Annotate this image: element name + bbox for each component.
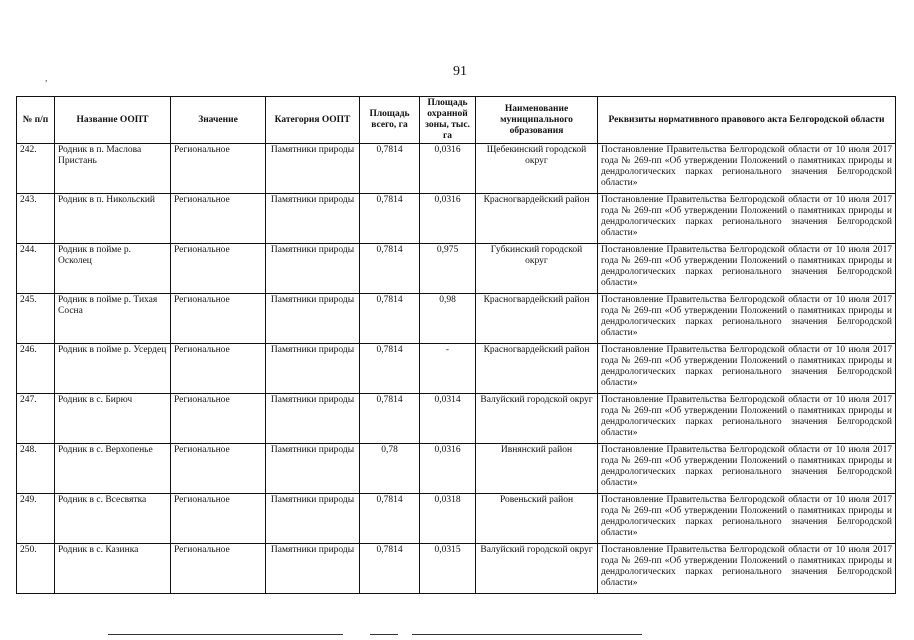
row-area-buffer: 0,0316 bbox=[420, 194, 476, 244]
row-name: Родник в с. Бирюч bbox=[55, 394, 171, 444]
row-act: Постановление Правительства Белгородской области от 10 июля 2017 года № 269-пп «Об утверждении Положений о памятниках природы и дендрологических парках регионального значения Белгородской области» bbox=[598, 444, 896, 494]
row-name: Родник в с. Верхопенье bbox=[55, 444, 171, 494]
protected-areas-table bbox=[16, 96, 896, 594]
row-municipality: Губкинский городской округ bbox=[476, 244, 598, 294]
table-row bbox=[17, 194, 896, 244]
row-municipality: Красногвардейский район bbox=[476, 194, 598, 244]
footer-rule bbox=[370, 634, 398, 635]
row-name: Родник в пойме р. Осколец bbox=[55, 244, 171, 294]
row-category: Памятники природы bbox=[266, 344, 360, 394]
row-municipality: Красногвардейский район bbox=[476, 294, 598, 344]
footer-rule bbox=[412, 634, 642, 635]
row-significance: Региональное bbox=[171, 494, 266, 544]
row-significance: Региональное bbox=[171, 194, 266, 244]
row-area-total: 0,7814 bbox=[360, 394, 420, 444]
row-num: 246. bbox=[17, 344, 55, 394]
row-num: 245. bbox=[17, 294, 55, 344]
header-area-total: Площадь всего, га bbox=[360, 97, 420, 144]
row-category: Памятники природы bbox=[266, 244, 360, 294]
row-area-total: 0,7814 bbox=[360, 194, 420, 244]
row-act: Постановление Правительства Белгородской области от 10 июля 2017 года № 269-пп «Об утверждении Положений о памятниках природы и дендрологических парках регионального значения Белгородской области» bbox=[598, 494, 896, 544]
row-category: Памятники природы bbox=[266, 394, 360, 444]
row-act: Постановление Правительства Белгородской области от 10 июля 2017 года № 269-пп «Об утверждении Положений о памятниках природы и дендрологических парках регионального значения Белгородской области» bbox=[598, 194, 896, 244]
row-act: Постановление Правительства Белгородской области от 10 июля 2017 года № 269-пп «Об утверждении Положений о памятниках природы и дендрологических парках регионального значения Белгородской области» bbox=[598, 294, 896, 344]
row-name: Родник в п. Никольский bbox=[55, 194, 171, 244]
header-significance: Значение bbox=[171, 97, 266, 144]
row-significance: Региональное bbox=[171, 394, 266, 444]
row-category: Памятники природы bbox=[266, 144, 360, 194]
footer-rule bbox=[108, 634, 343, 635]
row-category: Памятники природы bbox=[266, 444, 360, 494]
row-significance: Региональное bbox=[171, 544, 266, 594]
row-area-total: 0,7814 bbox=[360, 344, 420, 394]
row-municipality: Валуйский городской округ bbox=[476, 544, 598, 594]
row-num: 243. bbox=[17, 194, 55, 244]
header-act: Реквизиты нормативного правового акта Белгородской области bbox=[598, 97, 896, 144]
row-name: Родник в пойме р. Тихая Сосна bbox=[55, 294, 171, 344]
row-act: Постановление Правительства Белгородской области от 10 июля 2017 года № 269-пп «Об утверждении Положений о памятниках природы и дендрологических парках регионального значения Белгородской области» bbox=[598, 394, 896, 444]
row-category: Памятники природы bbox=[266, 494, 360, 544]
scan-speck: , bbox=[45, 73, 48, 84]
row-num: 248. bbox=[17, 444, 55, 494]
row-act: Постановление Правительства Белгородской области от 10 июля 2017 года № 269-пп «Об утверждении Положений о памятниках природы и дендрологических парках регионального значения Белгородской области» bbox=[598, 344, 896, 394]
table-row bbox=[17, 394, 896, 444]
row-num: 247. bbox=[17, 394, 55, 444]
row-municipality: Ивнянский район bbox=[476, 444, 598, 494]
row-category: Памятники природы bbox=[266, 544, 360, 594]
row-area-total: 0,7814 bbox=[360, 544, 420, 594]
row-area-total: 0,7814 bbox=[360, 494, 420, 544]
row-area-buffer: 0,0318 bbox=[420, 494, 476, 544]
row-significance: Региональное bbox=[171, 344, 266, 394]
row-num: 244. bbox=[17, 244, 55, 294]
row-area-buffer: 0,98 bbox=[420, 294, 476, 344]
row-significance: Региональное bbox=[171, 294, 266, 344]
table-row bbox=[17, 444, 896, 494]
table-row bbox=[17, 294, 896, 344]
row-area-buffer: 0,0314 bbox=[420, 394, 476, 444]
row-name: Родник в с. Казинка bbox=[55, 544, 171, 594]
table-row bbox=[17, 344, 896, 394]
row-name: Родник в п. Маслова Пристань bbox=[55, 144, 171, 194]
row-category: Памятники природы bbox=[266, 294, 360, 344]
header-num: № п/п bbox=[17, 97, 55, 144]
header-area-buffer: Площадь охранной зоны, тыс. га bbox=[420, 97, 476, 144]
row-act: Постановление Правительства Белгородской области от 10 июля 2017 года № 269-пп «Об утверждении Положений о памятниках природы и дендрологических парках регионального значения Белгородской области» bbox=[598, 544, 896, 594]
header-name: Название ООПТ bbox=[55, 97, 171, 144]
row-municipality: Ровеньский район bbox=[476, 494, 598, 544]
table-row bbox=[17, 244, 896, 294]
row-name: Родник в пойме р. Усердец bbox=[55, 344, 171, 394]
table-row bbox=[17, 544, 896, 594]
row-area-buffer: 0,0316 bbox=[420, 444, 476, 494]
table-row bbox=[17, 144, 896, 194]
row-significance: Региональное bbox=[171, 244, 266, 294]
row-significance: Региональное bbox=[171, 444, 266, 494]
row-area-total: 0,7814 bbox=[360, 294, 420, 344]
header-municipality: Наименование муниципального образования bbox=[476, 97, 598, 144]
row-name: Родник в с. Всесвятка bbox=[55, 494, 171, 544]
row-area-total: 0,78 bbox=[360, 444, 420, 494]
table-row bbox=[17, 494, 896, 544]
row-significance: Региональное bbox=[171, 144, 266, 194]
header-category: Категория ООПТ bbox=[266, 97, 360, 144]
row-municipality: Красногвардейский район bbox=[476, 344, 598, 394]
row-municipality: Щебекинский городской округ bbox=[476, 144, 598, 194]
row-area-buffer: 0,975 bbox=[420, 244, 476, 294]
row-area-total: 0,7814 bbox=[360, 244, 420, 294]
row-category: Памятники природы bbox=[266, 194, 360, 244]
row-act: Постановление Правительства Белгородской области от 10 июля 2017 года № 269-пп «Об утверждении Положений о памятниках природы и дендрологических парках регионального значения Белгородской области» bbox=[598, 244, 896, 294]
row-num: 250. bbox=[17, 544, 55, 594]
row-area-total: 0,7814 bbox=[360, 144, 420, 194]
row-area-buffer: 0,0315 bbox=[420, 544, 476, 594]
row-area-buffer: 0,0316 bbox=[420, 144, 476, 194]
row-area-buffer: - bbox=[420, 344, 476, 394]
row-act: Постановление Правительства Белгородской области от 10 июля 2017 года № 269-пп «Об утверждении Положений о памятниках природы и дендрологических парках регионального значения Белгородской области» bbox=[598, 144, 896, 194]
row-municipality: Валуйский городской округ bbox=[476, 394, 598, 444]
page-number: 91 bbox=[453, 64, 467, 79]
table-header-row bbox=[17, 97, 896, 144]
row-num: 249. bbox=[17, 494, 55, 544]
row-num: 242. bbox=[17, 144, 55, 194]
